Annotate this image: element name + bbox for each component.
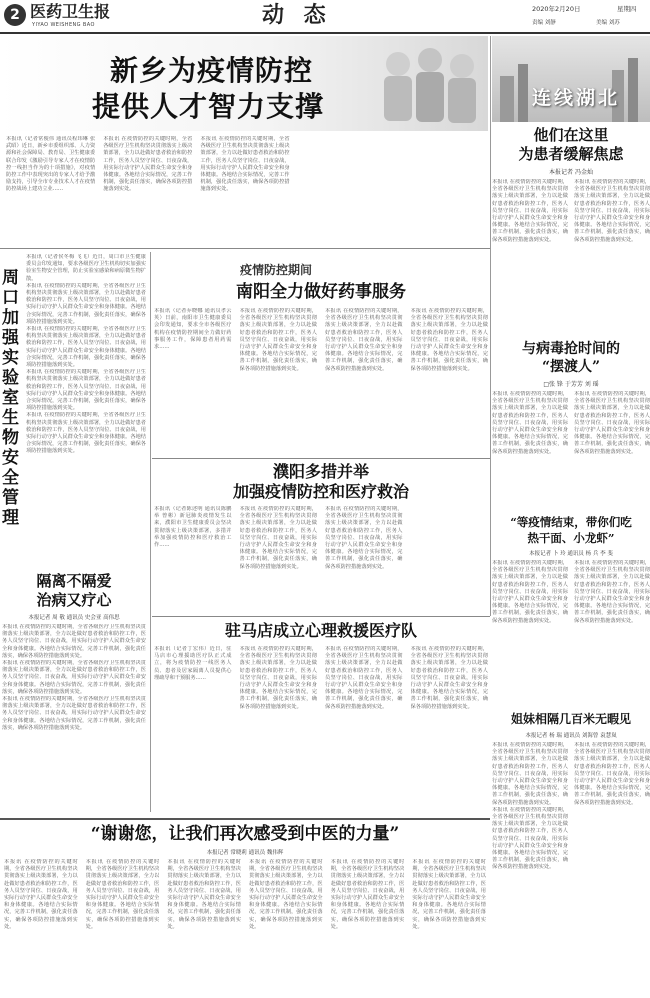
lead-story — [0, 36, 488, 246]
nanyang-story — [154, 280, 488, 456]
paper-name-en: YIYAO WEISHENG BAO — [32, 22, 95, 28]
zhoukou-text-4: 本报讯 在疫情防控的关键时期，全省各级医疗卫生机构坚决贯彻落实上级决策部署，全力以赴做好患者救治和防控工作，医务人员坚守岗位、日夜奋战，用实际行动守护人民群众生命安全和身体健康。各地结合实际情况，完善工作机制，强化责任落实，确保各项防控措施落到实处。 — [26, 369, 146, 412]
bottom-story — [0, 822, 490, 998]
hubei-2-body — [492, 391, 650, 510]
nanyang-body — [154, 308, 488, 456]
hubei-1-byline: 本报记者 冯金灿 — [549, 169, 593, 176]
hubei-story-2 — [492, 340, 650, 510]
geli-headline-2: 治病又疗心 — [36, 591, 112, 609]
zhumadian-text-3: 本报讯 在疫情防控的关键时期，全省各级医疗卫生机构坚决贯彻落实上级决策部署，全力以赴做好患者救治和防控工作，医务人员坚守岗位、日夜奋战，用实际行动守护人民群众生命安全和身体健康。各地结合实际情况，完善工作机制，强化责任落实，确保各项防控措施落到实处。 — [325, 646, 403, 710]
masthead-rule — [0, 32, 650, 34]
nanyang-text-3: 本报讯 在疫情防控的关键时期，全省各级医疗卫生机构坚决贯彻落实上级决策部署，全力以赴做好患者救治和防控工作，医务人员坚守岗位、日夜奋战，用实际行动守护人民群众生命安全和身体健康。各地结合实际情况，完善工作机制，强化责任落实，确保各项防控措施落到实处。 — [325, 308, 403, 372]
hubei-3-byline: 本报记者 卜 玲 通讯员 杨 兵 李 斐 — [529, 551, 613, 557]
hubei-3-headline-2: 热干面、小龙虾” — [527, 531, 615, 545]
hubei-story-4 — [492, 710, 650, 998]
lead-body-filler-2: 本报讯 在疫情防控的关键时期，全省各级医疗卫生机构坚决贯彻落实上级决策部署，全力以赴做好患者救治和防控工作，医务人员坚守岗位、日夜奋战，用实际行动守护人民群众生命安全和身体健康。各地结合实际情况，完善工作机制，强化责任落实，确保各项防控措施落到实处。 — [200, 136, 290, 193]
paper-name: 医药卫生报 — [30, 2, 111, 21]
hubei-2-headline-2: “摆渡人” — [541, 359, 601, 375]
banner-lianxian-hubei — [492, 36, 650, 122]
editor-credit: 责编 刘靜 — [532, 20, 556, 26]
bottom-section-rule — [0, 818, 490, 820]
bottom-text-4: 本报讯 在疫情防控的关键时期，全省各级医疗卫生机构坚决贯彻落实上级决策部署，全力以赴做好患者救治和防控工作，医务人员坚守岗位、日夜奋战，用实际行动守护人民群众生命安全和身体健康。各地结合实际情况，完善工作机制，强化责任落实，确保各项防控措施落到实处。 — [248, 859, 323, 930]
puyang-body — [154, 506, 488, 610]
hubei-1-body — [492, 179, 650, 283]
lead-body — [6, 136, 484, 242]
zhumadian-story — [154, 620, 488, 816]
page-number-badge: 2 — [4, 4, 26, 26]
nanyang-bottom-rule — [152, 458, 490, 459]
puyang-text-2: 本报讯 在疫情防控的关键时期，全省各级医疗卫生机构坚决贯彻落实上级决策部署，全力以赴做好患者救治和防控工作，医务人员坚守岗位、日夜奋战，用实际行动守护人民群众生命安全和身体健康。各地结合实际情况，完善工作机制，强化责任落实，确保各项防控措施落到实处。 — [239, 506, 317, 570]
hubei-1-text-2: 本报讯 在疫情防控的关键时期，全省各级医疗卫生机构坚决贯彻落实上级决策部署，全力以赴做好患者救治和防控工作，医务人员坚守岗位、日夜奋战，用实际行动守护人民群众生命安全和身体健康。各地结合实际情况，完善工作机制，强化责任落实，确保各项防控措施落到实处。 — [574, 179, 650, 243]
hubei-2-headline-1: 与病毒抢时间的 — [522, 341, 620, 357]
hubei-3-text: 本报讯 在疫情防控的关键时期，全省各级医疗卫生机构坚决贯彻落实上级决策部署，全力以赴做好患者救治和防控工作，医务人员坚守岗位、日夜奋战，用实际行动守护人民群众生命安全和身体健康。各地结合实际情况，完善工作机制，强化责任落实，确保各项防控措施落到实处。 — [492, 560, 568, 624]
lead-headline-1: 新乡为疫情防控 — [110, 54, 314, 87]
bottom-text-5: 本报讯 在疫情防控的关键时期，全省各级医疗卫生机构坚决贯彻落实上级决策部署，全力以赴做好患者救治和防控工作，医务人员坚守岗位、日夜奋战，用实际行动守护人民群众生命安全和身体健康。各地结合实际情况，完善工作机制，强化责任落实，确保各项防控措施落到实处。 — [330, 859, 405, 930]
hubei-4-byline: 本报记者 杨 瑞 通讯员 刘海曾 袁慧岚 — [525, 733, 617, 739]
zhoukou-body — [26, 254, 146, 564]
zhoukou-text-3: 本报讯 在疫情防控的关键时期，全省各级医疗卫生机构坚决贯彻落实上级决策部署，全力以赴做好患者救治和防控工作，医务人员坚守岗位、日夜奋战，用实际行动守护人民群众生命安全和身体健康。各地结合实际情况，完善工作机制，强化责任落实，确保各项防控措施落到实处。 — [26, 326, 146, 369]
hubei-1-headline-1: 他们在这里 — [533, 126, 609, 144]
section-label: 疫情防控期间 — [240, 263, 313, 277]
bottom-body — [0, 859, 490, 997]
hubei-story-1 — [492, 126, 650, 284]
zhoukou-text-2: 本报讯 在疫情防控的关键时期，全省各级医疗卫生机构坚决贯彻落实上级决策部署，全力以赴做好患者救治和防控工作，医务人员坚守岗位、日夜奋战，用实际行动守护人民群众生命安全和身体健康。各地结合实际情况，完善工作机制，强化责任落实，确保各项防控措施落到实处。 — [26, 282, 146, 325]
puyang-story — [154, 462, 488, 612]
masthead — [0, 0, 650, 34]
hubei-4-text-3: 本报讯 在疫情防控的关键时期，全省各级医疗卫生机构坚决贯彻落实上级决策部署，全力以赴做好患者救治和防控工作，医务人员坚守岗位、日夜奋战，用实际行动守护人民群众生命安全和身体健康。各地结合实际情况，完善工作机制，强化责任落实，确保各项防控措施落到实处。 — [574, 742, 650, 806]
bottom-text-6: 本报讯 在疫情防控的关键时期，全省各级医疗卫生机构坚决贯彻落实上级决策部署，全力以赴做好患者救治和防控工作，医务人员坚守岗位、日夜奋战，用实际行动守护人民群众生命安全和身体健康。各地结合实际情况，完善工作机制，强化责任落实，确保各项防控措施落到实处。 — [412, 859, 486, 930]
puyang-headline-1: 濮阳多措并举 — [272, 462, 369, 481]
designer-credit: 美编 刘苏 — [596, 20, 620, 26]
zhoukou-headline: 周口加强实验室生物安全管理 — [2, 268, 19, 528]
geli-text: 本报讯 在疫情防控的关键时期，全省各级医疗卫生机构坚决贯彻落实上级决策部署，全力以赴做好患者救治和防控工作，医务人员坚守岗位、日夜奋战，用实际行动守护人民群众生命安全和身体健康。各地结合实际情况，完善工作机制，强化责任落实，确保各项防控措施落到实处。 — [2, 624, 146, 659]
hubei-2-byline: □张 锋 于芳芳 刘 瑶 — [543, 381, 599, 388]
geli-byline: 本报记者 周 敬 通讯员 史会亚 高伟思 — [28, 615, 120, 621]
section-title: 动 态 — [262, 3, 332, 28]
lead-body-text: 本报讯（记者常俊伟 通讯员程玮琳 张武昭）近日，新乡市委组织部、人力资源和社会保障局、教育局、卫生健康委联合印发《激励引导专家人才在疫情防控一线担当作为的十项措施》，对疫情防控工作中表现突出的专家人才给予激励支持，引导全市专业技术人才在疫情防控战场上建功立业…… — [6, 136, 96, 193]
nanyang-headline: 南阳全力做好药事服务 — [236, 282, 406, 302]
lead-body-filler: 本报讯 在疫情防控的关键时期，全省各级医疗卫生机构坚决贯彻落实上级决策部署，全力以赴做好患者救治和防控工作，医务人员坚守岗位、日夜奋战，用实际行动守护人民群众生命安全和身体健康。各地结合实际情况，完善工作机制，强化责任落实，确保各项防控措施落到实处。 — [103, 136, 193, 193]
lead-headline-2: 提供人才智力支撑 — [92, 90, 325, 123]
zhoukou-story — [0, 252, 148, 568]
zhumadian-body — [154, 646, 488, 812]
hubei-3-headline-1: “等疫情结束，带你们吃 — [510, 515, 632, 529]
puyang-bottom-rule — [152, 616, 490, 617]
lead-bottom-rule — [0, 248, 490, 249]
hubei-3-body — [492, 560, 650, 700]
bottom-text: 本报讯 在疫情防控的关键时期，全省各级医疗卫生机构坚决贯彻落实上级决策部署，全力以赴做好患者救治和防控工作，医务人员坚守岗位、日夜奋战，用实际行动守护人民群众生命安全和身体健康。各地结合实际情况，完善工作机制，强化责任落实，确保各项防控措施落到实处。 — [4, 859, 78, 930]
issue-weekday: 星期四 — [617, 5, 637, 13]
hubei-1-text: 本报讯 在疫情防控的关键时期，全省各级医疗卫生机构坚决贯彻落实上级决策部署，全力以赴做好患者救治和防控工作，医务人员坚守岗位、日夜奋战，用实际行动守护人民群众生命安全和身体健康。各地结合实际情况，完善工作机制，强化责任落实，确保各项防控措施落到实处。 — [492, 179, 568, 243]
hubei-2-text: 本报讯 在疫情防控的关键时期，全省各级医疗卫生机构坚决贯彻落实上级决策部署，全力以赴做好患者救治和防控工作，医务人员坚守岗位、日夜奋战，用实际行动守护人民群众生命安全和身体健康。各地结合实际情况，完善工作机制，强化责任落实，确保各项防控措施落到实处。 — [492, 391, 568, 455]
nanyang-text-2: 本报讯 在疫情防控的关键时期，全省各级医疗卫生机构坚决贯彻落实上级决策部署，全力以赴做好患者救治和防控工作，医务人员坚守岗位、日夜奋战，用实际行动守护人民群众生命安全和身体健康。各地结合实际情况，完善工作机制，强化责任落实，确保各项防控措施落到实处。 — [239, 308, 317, 372]
hubei-4-body — [492, 742, 650, 998]
zhumadian-text: 本报讯（记者丁宏伟）近日，驻马店市心理援助医疗队正式成立，将为疫情防控一线医务人员、患者及居家隔离人员提供心理疏导和干预服务…… — [154, 646, 232, 681]
left-divider — [150, 252, 151, 812]
column-divider — [490, 36, 491, 616]
puyang-headline-2: 加强疫情防控和医疗救治 — [232, 482, 409, 501]
puyang-text: 本报讯（记者陈述明 通讯员陈鹏举 曾彬）新冠肺炎疫情发生以来，濮阳市卫生健康委员会坚决贯彻落实上级决策部署，多措并举加强疫情防控和医疗救治工作…… — [154, 506, 232, 549]
geli-text-3: 本报讯 在疫情防控的关键时期，全省各级医疗卫生机构坚决贯彻落实上级决策部署，全力以赴做好患者救治和防控工作，医务人员坚守岗位、日夜奋战，用实际行动守护人民群众生命安全和身体健康。各地结合实际情况，完善工作机制，强化责任落实，确保各项防控措施落到实处。 — [2, 696, 146, 731]
zhumadian-headline: 驻马店成立心理救援医疗队 — [224, 621, 417, 640]
medical-staff-illustration — [368, 36, 488, 131]
bottom-byline: 本报记者 常晓莉 通讯员 魏伟辉 — [206, 850, 284, 856]
geli-headline-1: 隔离不隔爱 — [36, 572, 112, 590]
hubei-4-text-2: 本报讯 在疫情防控的关键时期，全省各级医疗卫生机构坚决贯彻落实上级决策部署，全力以赴做好患者救治和防控工作，医务人员坚守岗位、日夜奋战，用实际行动守护人民群众生命安全和身体健康。各地结合实际情况，完善工作机制，强化责任落实，确保各项防控措施落到实处。 — [492, 806, 568, 871]
hubei-4-text: 本报讯 在疫情防控的关键时期，全省各级医疗卫生机构坚决贯彻落实上级决策部署，全力以赴做好患者救治和防控工作，医务人员坚守岗位、日夜奋战，用实际行动守护人民群众生命安全和身体健康。各地结合实际情况，完善工作机制，强化责任落实，确保各项防控措施落到实处。 — [492, 742, 568, 806]
zhumadian-text-4: 本报讯 在疫情防控的关键时期，全省各级医疗卫生机构坚决贯彻落实上级决策部署，全力以赴做好患者救治和防控工作，医务人员坚守岗位、日夜奋战，用实际行动守护人民群众生命安全和身体健康。各地结合实际情况，完善工作机制，强化责任落实，确保各项防控措施落到实处。 — [410, 646, 488, 710]
zhumadian-text-2: 本报讯 在疫情防控的关键时期，全省各级医疗卫生机构坚决贯彻落实上级决策部署，全力以赴做好患者救治和防控工作，医务人员坚守岗位、日夜奋战，用实际行动守护人民群众生命安全和身体健康。各地结合实际情况，完善工作机制，强化责任落实，确保各项防控措施落到实处。 — [239, 646, 317, 710]
zhoukou-text: 本报讯（记者侯冬梅 飞飞）近日，周口市卫生健康委员会印发通知，要求各级医疗卫生机构切实加强实验室生物安全管理，防止实验室感染和病原微生物扩散。 — [26, 254, 146, 282]
hubei-2-text-2: 本报讯 在疫情防控的关键时期，全省各级医疗卫生机构坚决贯彻落实上级决策部署，全力以赴做好患者救治和防控工作，医务人员坚守岗位、日夜奋战，用实际行动守护人民群众生命安全和身体健康。各地结合实际情况，完善工作机制，强化责任落实，确保各项防控措施落到实处。 — [574, 391, 650, 455]
bottom-text-3: 本报讯 在疫情防控的关键时期，全省各级医疗卫生机构坚决贯彻落实上级决策部署，全力以赴做好患者救治和防控工作，医务人员坚守岗位、日夜奋战，用实际行动守护人民群众生命安全和身体健康。各地结合实际情况，完善工作机制，强化责任落实，确保各项防控措施落到实处。 — [167, 859, 241, 930]
geli-story — [0, 572, 148, 816]
zhoukou-text-5: 本报讯 在疫情防控的关键时期，全省各级医疗卫生机构坚决贯彻落实上级决策部署，全力以赴做好患者救治和防控工作，医务人员坚守岗位、日夜奋战，用实际行动守护人民群众生命安全和身体健康。各地结合实际情况，完善工作机制，强化责任落实，确保各项防控措施落到实处。 — [26, 412, 146, 455]
geli-body — [0, 624, 148, 814]
issue-date: 2020年2月20日 — [532, 5, 581, 13]
hubei-story-3 — [492, 514, 650, 704]
puyang-text-3: 本报讯 在疫情防控的关键时期，全省各级医疗卫生机构坚决贯彻落实上级决策部署，全力以赴做好患者救治和防控工作，医务人员坚守岗位、日夜奋战，用实际行动守护人民群众生命安全和身体健康。各地结合实际情况，完善工作机制，强化责任落实，确保各项防控措施落到实处。 — [325, 506, 403, 570]
nanyang-text-4: 本报讯 在疫情防控的关键时期，全省各级医疗卫生机构坚决贯彻落实上级决策部署，全力以赴做好患者救治和防控工作，医务人员坚守岗位、日夜奋战，用实际行动守护人民群众生命安全和身体健康。各地结合实际情况，完善工作机制，强化责任落实，确保各项防控措施落到实处。 — [410, 308, 488, 372]
hubei-1-headline-2: 为患者缓解焦虑 — [518, 145, 624, 163]
nanyang-text: 本报讯（记者乔晓娜 通讯员孝云英）日前，南阳市卫生健康委员会印发通知，要求全市各级医疗机构在疫情防控期间全力做好药事服务工作，保障患者用药需求…… — [154, 308, 232, 351]
hubei-3-text-2: 本报讯 在疫情防控的关键时期，全省各级医疗卫生机构坚决贯彻落实上级决策部署，全力以赴做好患者救治和防控工作，医务人员坚守岗位、日夜奋战，用实际行动守护人民群众生命安全和身体健康。各地结合实际情况，完善工作机制，强化责任落实，确保各项防控措施落到实处。 — [574, 560, 650, 624]
banner-text: 连线湖北 — [532, 87, 621, 109]
bottom-headline: “谢谢您，让我们再次感受到中医的力量” — [90, 824, 400, 844]
hubei-4-headline: 姐妹相隔几百米无暇见 — [510, 712, 631, 726]
bottom-text-2: 本报讯 在疫情防控的关键时期，全省各级医疗卫生机构坚决贯彻落实上级决策部署，全力以赴做好患者救治和防控工作，医务人员坚守岗位、日夜奋战，用实际行动守护人民群众生命安全和身体健康。各地结合实际情况，完善工作机制，强化责任落实，确保各项防控措施落到实处。 — [85, 859, 160, 930]
geli-text-2: 本报讯 在疫情防控的关键时期，全省各级医疗卫生机构坚决贯彻落实上级决策部署，全力以赴做好患者救治和防控工作，医务人员坚守岗位、日夜奋战，用实际行动守护人民群众生命安全和身体健康。各地结合实际情况，完善工作机制，强化责任落实，确保各项防控措施落到实处。 — [2, 660, 146, 695]
